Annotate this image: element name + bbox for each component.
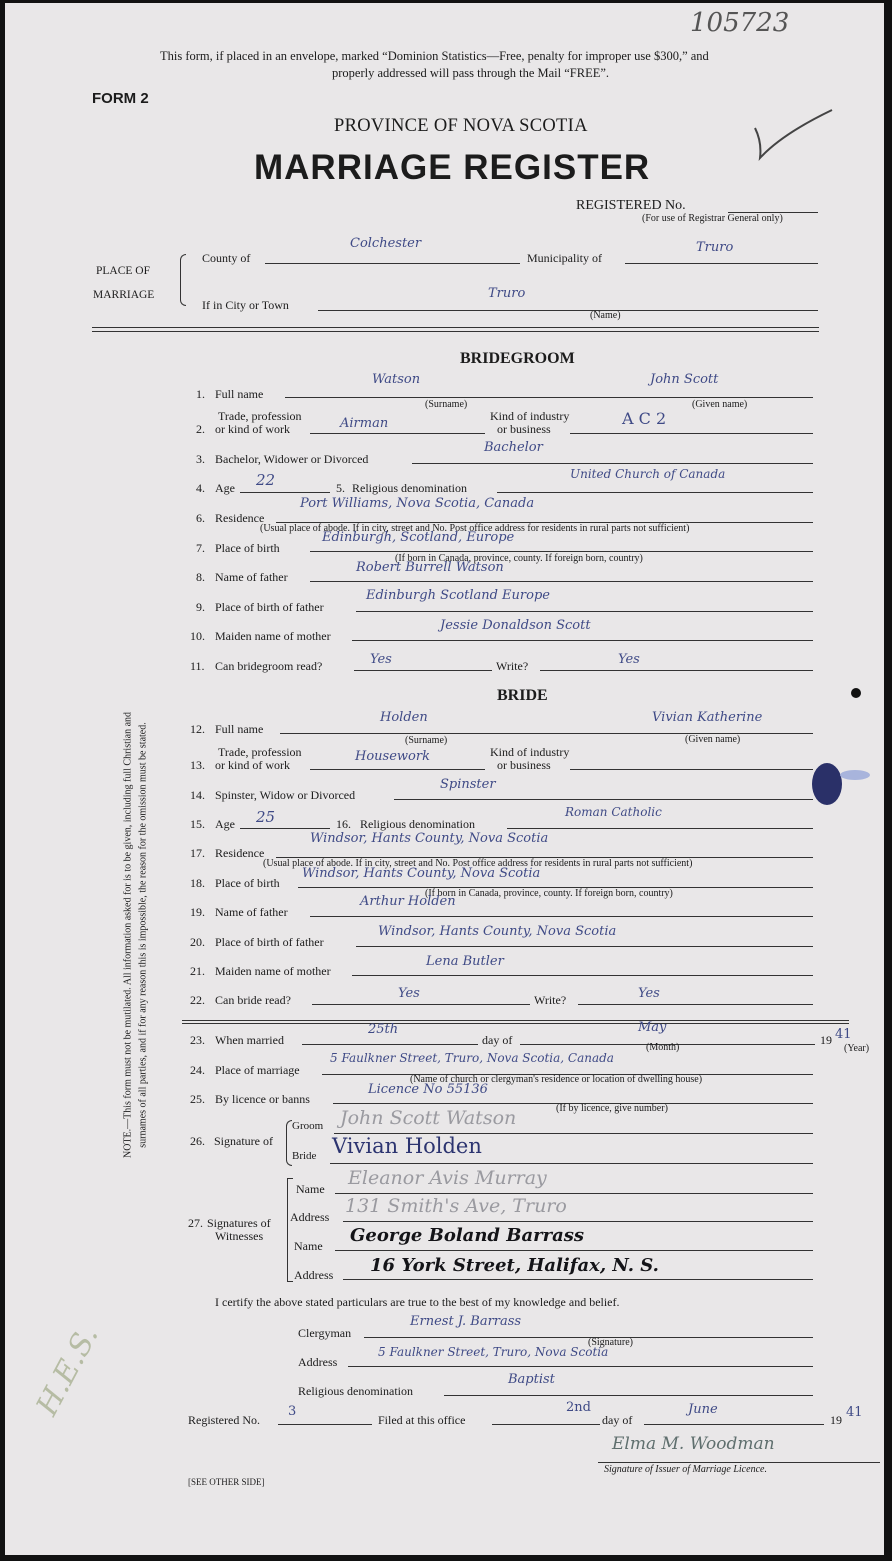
check-mark-icon: [752, 106, 834, 164]
groom-can-write: Yes: [618, 652, 640, 667]
issuer-signature: Elma M. Woodman: [612, 1434, 775, 1454]
document-number: 105723: [690, 8, 790, 38]
witness1-name: Eleanor Avis Murray: [348, 1167, 547, 1189]
marriage-day: 25th: [368, 1022, 399, 1037]
bride-birthplace: Windsor, Hants County, Nova Scotia: [302, 866, 541, 881]
bride-can-write: Yes: [638, 986, 660, 1001]
bride-residence: Windsor, Hants County, Nova Scotia: [310, 831, 549, 846]
marriage-label: MARRIAGE: [93, 289, 155, 301]
form-label: FORM 2: [92, 90, 149, 107]
marriage-year: 41: [835, 1027, 852, 1042]
side-note-line2: surnames of all parties, and if for any reason this is impossible, the reason for the omission must be stated.: [137, 722, 149, 1148]
bride-status: Spinster: [440, 777, 496, 792]
bride-religion: Roman Catholic: [565, 805, 662, 819]
postal-notice-line1: This form, if placed in an envelope, marked “Dominion Statistics—Free, penalty for improper use $300,” and: [160, 49, 709, 63]
certification-statement: I certify the above stated particulars are true to the best of my knowledge and belief.: [215, 1295, 620, 1309]
issuer-caption: Signature of Issuer of Marriage Licence.: [604, 1464, 767, 1475]
groom-father: Robert Burrell Watson: [356, 560, 504, 575]
groom-status: Bachelor: [484, 440, 543, 455]
municipality-value: Truro: [696, 240, 734, 255]
groom-religion: United Church of Canada: [570, 467, 726, 481]
bride-trade: Housework: [355, 749, 430, 764]
place-of-label: PLACE OF: [96, 265, 150, 277]
registered-no-label: REGISTERED No.: [576, 198, 686, 213]
groom-trade: Airman: [340, 416, 389, 431]
city-label: If in City or Town: [202, 298, 289, 312]
bride-age: 25: [256, 808, 276, 826]
groom-can-read: Yes: [370, 652, 392, 667]
filed-day: 2nd: [566, 1400, 591, 1415]
groom-mother: Jessie Donaldson Scott: [440, 618, 591, 633]
marriage-month: May: [638, 1020, 667, 1035]
clergyman-signature: Ernest J. Barrass: [410, 1314, 522, 1329]
bride-signature: Vivian Holden: [332, 1134, 482, 1158]
see-other-side: [SEE OTHER SIDE]: [188, 1477, 265, 1487]
marriage-place: 5 Faulkner Street, Truro, Nova Scotia, Canada: [330, 1051, 614, 1065]
witness2-name: George Boland Barrass: [350, 1225, 585, 1246]
county-label: County of: [202, 251, 251, 265]
city-value: Truro: [488, 286, 526, 301]
groom-age: 22: [256, 471, 276, 489]
margin-initials: H.E.S.: [29, 1320, 106, 1422]
full-name-label: Full name: [215, 387, 264, 401]
witness1-address: 131 Smith's Ave, Truro: [345, 1195, 567, 1217]
groom-birthplace: Edinburgh, Scotland, Europe: [322, 530, 515, 545]
registrar-note: (For use of Registrar General only): [642, 213, 783, 224]
bridegroom-heading: BRIDEGROOM: [460, 350, 575, 367]
registration-number: 3: [288, 1404, 297, 1419]
bride-can-read: Yes: [398, 986, 420, 1001]
groom-residence: Port Williams, Nova Scotia, Canada: [300, 496, 535, 511]
bride-mother: Lena Butler: [426, 954, 504, 969]
licence-number: Licence No 55136: [368, 1082, 488, 1097]
side-note-line1: NOTE.—This form must not be mutilated. All information asked for is to be given, including full Christian and: [122, 711, 134, 1159]
groom-father-birthplace: Edinburgh Scotland Europe: [366, 588, 550, 603]
bride-father-birthplace: Windsor, Hants County, Nova Scotia: [378, 924, 617, 939]
bachelor-label: Bachelor, Widower or Divorced: [215, 452, 369, 466]
bride-father: Arthur Holden: [360, 894, 456, 909]
bride-surname: Holden: [380, 710, 428, 725]
groom-given-name: John Scott: [650, 372, 719, 387]
groom-industry: A C 2: [622, 409, 667, 428]
name-caption: (Name): [590, 310, 621, 321]
bride-given-name: Vivian Katherine: [652, 710, 763, 725]
clergyman-religion: Baptist: [508, 1372, 555, 1387]
witness2-address: 16 York Street, Halifax, N. S.: [370, 1255, 659, 1276]
document-title: MARRIAGE REGISTER: [254, 148, 651, 187]
filed-year: 41: [846, 1405, 863, 1420]
groom-surname: Watson: [372, 372, 421, 387]
filed-month: June: [688, 1402, 718, 1417]
postal-notice-line2: properly addressed will pass through the Mail “FREE”.: [332, 66, 610, 80]
province-heading: PROVINCE OF NOVA SCOTIA: [334, 116, 588, 136]
bride-heading: BRIDE: [497, 687, 548, 704]
clergyman-address: 5 Faulkner Street, Truro, Nova Scotia: [378, 1345, 609, 1359]
groom-signature: John Scott Watson: [340, 1107, 517, 1129]
county-value: Colchester: [350, 236, 422, 251]
municipality-label: Municipality of: [527, 251, 602, 265]
